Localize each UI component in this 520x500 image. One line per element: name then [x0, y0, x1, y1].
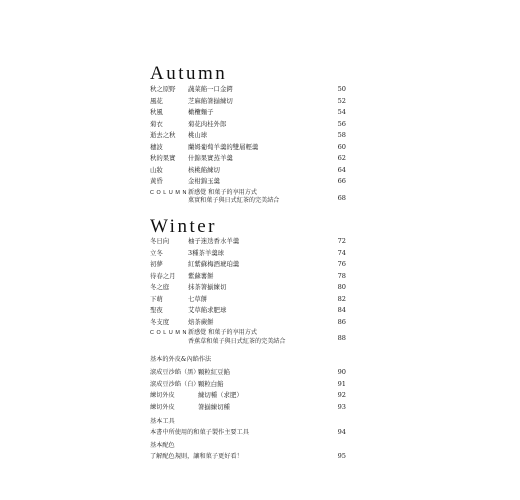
entry-title: 金柑錦玉羹 [188, 177, 220, 186]
entry-page: 82 [337, 294, 346, 303]
column-line-1: 新感覺 和菓子的享用方式 [188, 188, 257, 196]
toc-row[interactable] [150, 119, 346, 131]
entry-page: 52 [337, 96, 346, 105]
entry-page: 78 [337, 271, 346, 280]
entry-title: 焙茶蕨餅 [188, 317, 214, 326]
basics-row[interactable] [150, 367, 346, 379]
basics-row-item: 箸揃練切種 [198, 402, 230, 411]
tools-row-page: 94 [337, 428, 346, 436]
colors-row[interactable] [150, 451, 346, 463]
entry-name: 冬日向 [150, 237, 170, 245]
toc-row[interactable] [150, 107, 346, 119]
toc-row[interactable] [150, 165, 346, 177]
basics-row[interactable] [150, 390, 346, 402]
entry-name: 秋之原野 [150, 85, 176, 93]
entry-title: 核桃餡練切 [188, 165, 220, 174]
toc-row[interactable] [150, 317, 346, 329]
toc-row[interactable] [150, 282, 346, 294]
entry-name: 冬支度 [150, 317, 170, 326]
entry-title: 抹茶箸揃練切 [188, 283, 227, 292]
entry-title: 什錦果實蒸羊羹 [188, 154, 233, 163]
entry-page: 80 [337, 283, 346, 292]
toc-row[interactable] [150, 236, 346, 248]
column-line-2: 香蕉草和菓子與日式紅茶的完美結合 [188, 337, 286, 345]
entry-page: 66 [337, 177, 346, 186]
basics-row-item: 練切種（求肥） [198, 391, 243, 399]
entry-page: 86 [337, 317, 346, 326]
basics-row-label: 練切外皮 [150, 392, 175, 399]
basics-row-item: 顆粒白餡 [198, 379, 224, 388]
entry-page: 56 [337, 119, 346, 128]
section-title-autumn: Autumn [150, 63, 228, 84]
entry-page: 74 [337, 248, 346, 257]
entry-page: 84 [337, 306, 346, 315]
toc-row[interactable] [150, 248, 346, 260]
winter-list [150, 236, 346, 349]
basics-row-label: 滾成豆沙餡（白） [150, 380, 200, 388]
section-title-winter: Winter [150, 216, 217, 237]
tools-section [150, 417, 346, 439]
basics-row-page: 92 [337, 391, 346, 399]
entry-page: 62 [337, 154, 346, 163]
entry-title: 七草餅 [188, 294, 208, 303]
entry-name: 下萌 [150, 294, 163, 303]
entry-name: 秋的果實 [150, 154, 176, 163]
entry-title: 紫蘇薯餅 [188, 271, 214, 280]
entry-title: 桃山球 [188, 131, 208, 140]
entry-page: 64 [337, 165, 346, 174]
column-label: COLUMN [150, 330, 189, 337]
entry-title: 柚子迷迭香水羊羹 [188, 237, 240, 245]
entry-name: 山妝 [150, 165, 163, 174]
entry-title: 紅紫蘇梅酒琥珀羹 [188, 260, 240, 269]
basics-heading: 基本的外皮&內餡作法 [150, 356, 212, 363]
colors-row-label: 了解配色規則，讓和菓子更好看！ [150, 453, 243, 460]
column-label: COLUMN [150, 189, 189, 196]
basics-row-page: 93 [337, 402, 346, 411]
column-title [188, 189, 279, 206]
column-page: 88 [337, 334, 346, 343]
toc-row[interactable] [150, 130, 346, 142]
entry-name: 立冬 [150, 248, 163, 257]
entry-name: 黃昏 [150, 177, 163, 186]
column-page: 68 [337, 193, 346, 202]
entry-title: 蔬菜餡一口金鍔 [188, 85, 233, 93]
entry-name: 冬之庭 [150, 283, 170, 292]
column-line-1: 新感覺 和菓子的享用方式 [188, 329, 257, 337]
basics-row-label: 滾成豆沙餡（黑） [150, 369, 200, 376]
entry-name: 風花 [150, 96, 163, 105]
basics-row-item: 顆粒紅豆餡 [198, 368, 230, 376]
basics-row[interactable] [150, 402, 346, 414]
entry-name: 初夢 [150, 260, 163, 269]
column-line-2: 菓實和菓子與日式紅茶的完美結合 [188, 197, 280, 205]
toc-row[interactable] [150, 84, 346, 96]
entry-page: 72 [337, 237, 346, 245]
tools-row-label: 本書中所使用的和菓子製作主要工具 [150, 429, 249, 436]
entry-name: 菊衣 [150, 119, 163, 128]
toc-row[interactable] [150, 142, 346, 154]
toc-row[interactable] [150, 153, 346, 165]
entry-name: 逝去之秋 [150, 131, 176, 140]
entry-title: 3種茶羊羹球 [188, 248, 225, 257]
entry-page: 50 [337, 85, 346, 93]
entry-name: 聖夜 [150, 306, 163, 315]
toc-row[interactable] [150, 305, 346, 317]
entry-page: 60 [337, 142, 346, 151]
entry-title: 橄欖麵子 [188, 108, 214, 117]
basics-section [150, 355, 346, 413]
column-title [188, 329, 286, 346]
entry-name: 穗波 [150, 142, 163, 151]
basics-row[interactable] [150, 379, 346, 391]
colors-row-page: 95 [337, 452, 346, 460]
tools-heading: 基本工具 [150, 418, 175, 425]
toc-row[interactable] [150, 96, 346, 108]
entry-title: 芝麻餡箸揃練切 [188, 96, 233, 105]
colors-section [150, 441, 346, 463]
colors-heading: 基本配色 [150, 442, 175, 449]
basics-row-page: 91 [337, 379, 346, 388]
tools-row[interactable] [150, 427, 346, 439]
toc-row[interactable] [150, 176, 346, 188]
toc-row[interactable] [150, 294, 346, 306]
entry-name: 待春之月 [150, 271, 176, 280]
toc-row[interactable] [150, 259, 346, 271]
column-row[interactable] [150, 188, 346, 209]
entry-name: 秋風 [150, 108, 163, 117]
autumn-list [150, 84, 346, 209]
entry-title: 艾草餡求肥球 [188, 306, 227, 315]
entry-title: 蘭姆葡萄羊羹的雙層輕羹 [188, 142, 259, 151]
entry-title: 菊花肉桂外郎 [188, 119, 227, 128]
entry-page: 58 [337, 131, 346, 140]
toc-row[interactable] [150, 271, 346, 283]
basics-row-page: 90 [337, 368, 346, 376]
entry-page: 76 [337, 260, 346, 269]
entry-page: 54 [337, 108, 346, 117]
basics-row-label: 練切外皮 [150, 403, 175, 411]
column-row[interactable] [150, 328, 346, 349]
